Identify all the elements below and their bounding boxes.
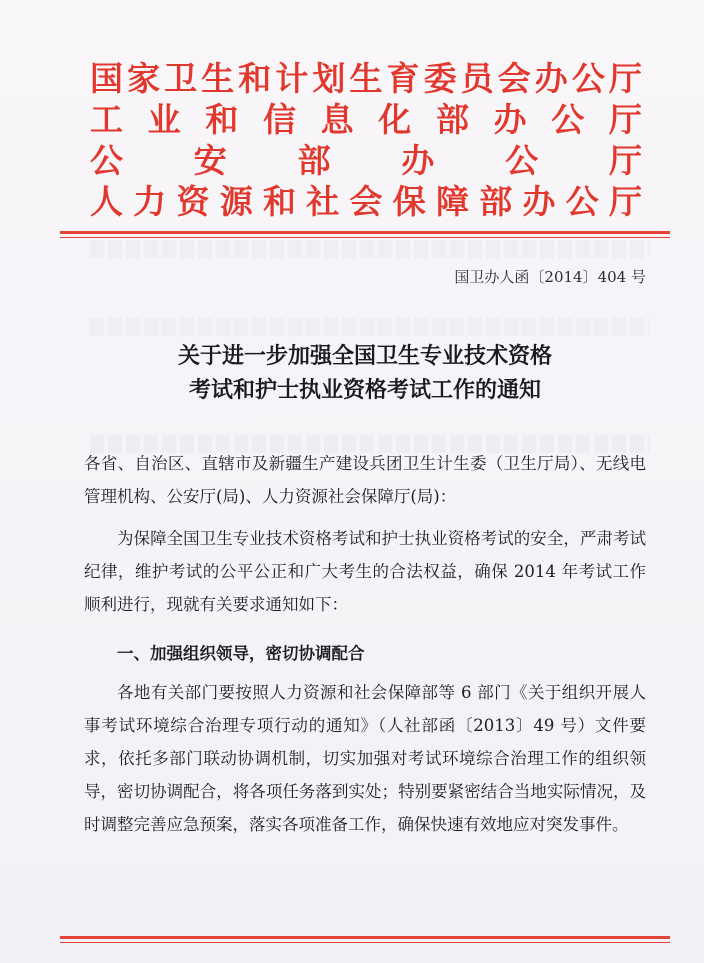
header-rule-thin <box>60 237 670 238</box>
header-line-4 <box>90 181 642 222</box>
header-char: 公 <box>551 100 585 139</box>
header-char: 厅 <box>609 182 642 221</box>
header-rule-thick <box>60 231 670 234</box>
header-char: 保 <box>392 182 426 221</box>
header-char: 公 <box>90 141 123 180</box>
header-char: 障 <box>436 182 469 221</box>
header-char: 家 <box>127 59 161 98</box>
intro-paragraph: 为保障全国卫生专业技术资格考试和护士执业资格考试的安全，严肃考试纪律，维护考试的公平公正和广大考生的合法权益，确保 2014 年考试工作顺利进行，现就有关要求通知如下： <box>84 529 646 614</box>
header-char: 安 <box>193 141 227 180</box>
header-char: 划 <box>312 59 346 98</box>
footer-rule-thin <box>60 942 670 943</box>
header-char: 业 <box>147 100 181 139</box>
header-char: 公 <box>565 182 599 221</box>
header-char: 人 <box>90 182 123 221</box>
header-char: 工 <box>90 100 123 139</box>
header-char: 办 <box>493 100 527 139</box>
header-line-3 <box>90 140 642 181</box>
header-char: 部 <box>297 141 331 180</box>
header-char: 和 <box>205 100 239 139</box>
title-line-1: 关于进一步加强全国卫生专业技术资格 <box>177 344 552 369</box>
header-char: 厅 <box>608 141 642 180</box>
header-char: 办 <box>534 59 568 98</box>
header-char: 源 <box>219 182 253 221</box>
header-char: 力 <box>133 182 167 221</box>
header-char: 生 <box>201 59 235 98</box>
issuing-authorities-header <box>90 58 642 222</box>
header-line-1 <box>90 58 642 99</box>
document-title <box>60 340 670 408</box>
header-char: 会 <box>497 59 531 98</box>
header-char: 资 <box>176 182 210 221</box>
document-number: 国卫办人函〔2014〕404 号 <box>454 268 646 286</box>
section-1-heading: 一、加强组织领导，密切协调配合 <box>117 644 365 663</box>
header-char: 和 <box>263 182 296 221</box>
header-char: 公 <box>505 141 539 180</box>
header-char: 和 <box>238 59 272 98</box>
header-char: 息 <box>320 100 354 139</box>
header-char: 部 <box>479 182 513 221</box>
header-char: 员 <box>460 59 494 98</box>
header-char: 国 <box>90 59 123 98</box>
header-char: 社 <box>306 182 340 221</box>
header-char: 委 <box>423 59 457 98</box>
header-char: 办 <box>401 141 435 180</box>
header-char: 卫 <box>164 59 198 98</box>
section-1-body: 各地有关部门要按照人力资源和社会保障部等 6 部门《关于组织开展人事考试环境综合治理专项行动的通知》（人社部函〔2013〕49 号）文件要求，依托多部门联动协调机制，切实加强对考试环境综合治理工作的组织领导，密切协调配合，将各项任务落到实处；特别要紧密结合当地实际情况，及时调整完善应急预案，落实各项准备工作，确保快速有效地应对突发事件。 <box>84 683 646 834</box>
header-char: 厅 <box>608 59 642 98</box>
header-char: 计 <box>275 59 309 98</box>
header-char: 信 <box>262 100 296 139</box>
footer-rule-thick <box>60 936 670 939</box>
header-char: 办 <box>522 182 556 221</box>
header-char: 公 <box>571 59 605 98</box>
header-char: 会 <box>349 182 383 221</box>
header-line-2 <box>90 99 642 140</box>
header-char: 生 <box>349 59 383 98</box>
header-char: 厅 <box>608 100 642 139</box>
header-char: 部 <box>435 100 469 139</box>
title-line-2: 考试和护士执业资格考试工作的通知 <box>188 378 541 403</box>
header-char: 化 <box>378 100 412 139</box>
header-char: 育 <box>386 59 420 98</box>
bleed-through <box>90 240 650 258</box>
addressee: 各省、自治区、直辖市及新疆生产建设兵团卫生计生委（卫生厅局）、无线电管理机构、公安厅(局)、人力资源社会保障厅(局)： <box>84 454 646 506</box>
bleed-through <box>90 318 650 336</box>
